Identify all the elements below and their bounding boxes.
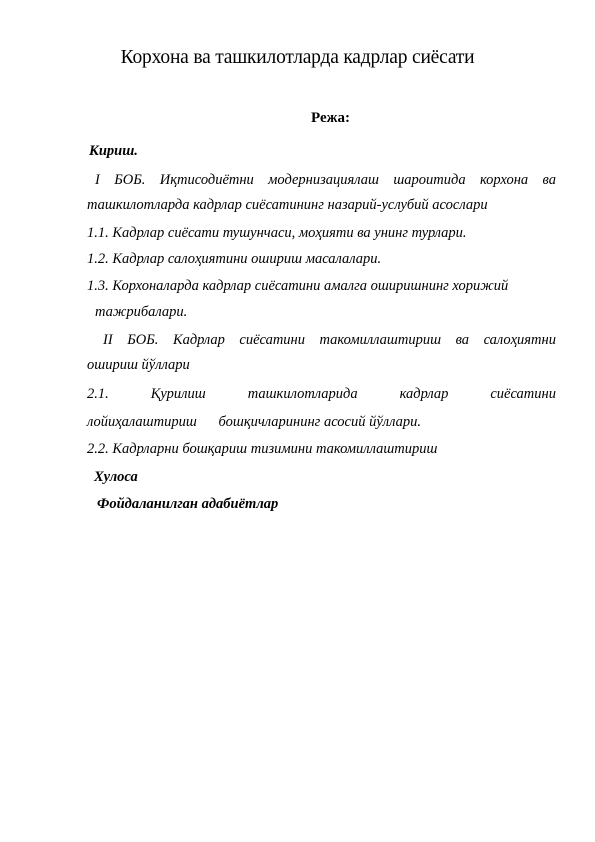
item-2-2: 2.2. Кадрларни бошқариш тизимини такомиллаштириш [87,441,438,457]
item-2-1-word: Қурилиш [150,386,206,402]
chapter1-line2: ташкилотларда кадрлар сиёсатининг назарий-услубий асослари [87,197,488,213]
chapter2-word: БОБ. [127,332,159,348]
item-1-1: 1.1. Кадрлар сиёсати тушунчаси, моҳияти ва унинг турлари. [87,225,467,241]
chapter2-line2: ошириш йўллари [87,357,190,373]
item-2-1-word: 2.1. [87,386,109,402]
item-1-2: 1.2. Кадрлар салоҳиятини ошириш масалалари. [87,251,382,267]
chapter2-line1 [87,331,556,349]
item-1-3-line2: тажрибалари. [95,304,188,320]
references-heading: Фойдаланилган адабиётлар [97,496,279,512]
chapter2-word: II [103,332,113,348]
item-1-3-line1: 1.3. Корхоналарда кадрлар сиёсатини амалга оширишнинг хорижий [87,278,509,294]
chapter2-word: Кадрлар [172,332,225,348]
conclusion-heading: Хулоса [94,469,138,485]
chapter2-word: сиёсатини [239,332,305,348]
document-title: Корхона ва ташкилотларда кадрлар сиёсати [120,47,475,68]
chapter1-word: Иқтисодиётни [159,172,254,188]
plan-heading: Режа: [311,110,350,126]
intro-heading: Кириш. [89,143,138,159]
chapter1-word: шароитида [393,172,466,188]
item-2-1-line2: лойиҳалаштириш бошқичларининг асосий йўллари. [87,414,421,430]
item-2-1-line1 [87,385,556,403]
chapter2-word: такомиллаштириш [319,332,442,348]
chapter1-line1 [87,171,556,189]
chapter1-word: БОБ. [114,172,146,188]
item-2-1-word: ташкилотларида [247,386,358,402]
item-2-1-word: кадрлар [399,386,449,402]
chapter2-word: ва [455,332,470,348]
chapter1-word: модернизациялаш [268,172,379,188]
item-2-1-word: сиёсатини [490,386,556,402]
chapter1-word: корхона [479,172,529,188]
chapter1-word: I [95,172,100,188]
chapter2-word: салоҳиятни [483,332,556,348]
chapter1-word: ва [542,172,556,188]
